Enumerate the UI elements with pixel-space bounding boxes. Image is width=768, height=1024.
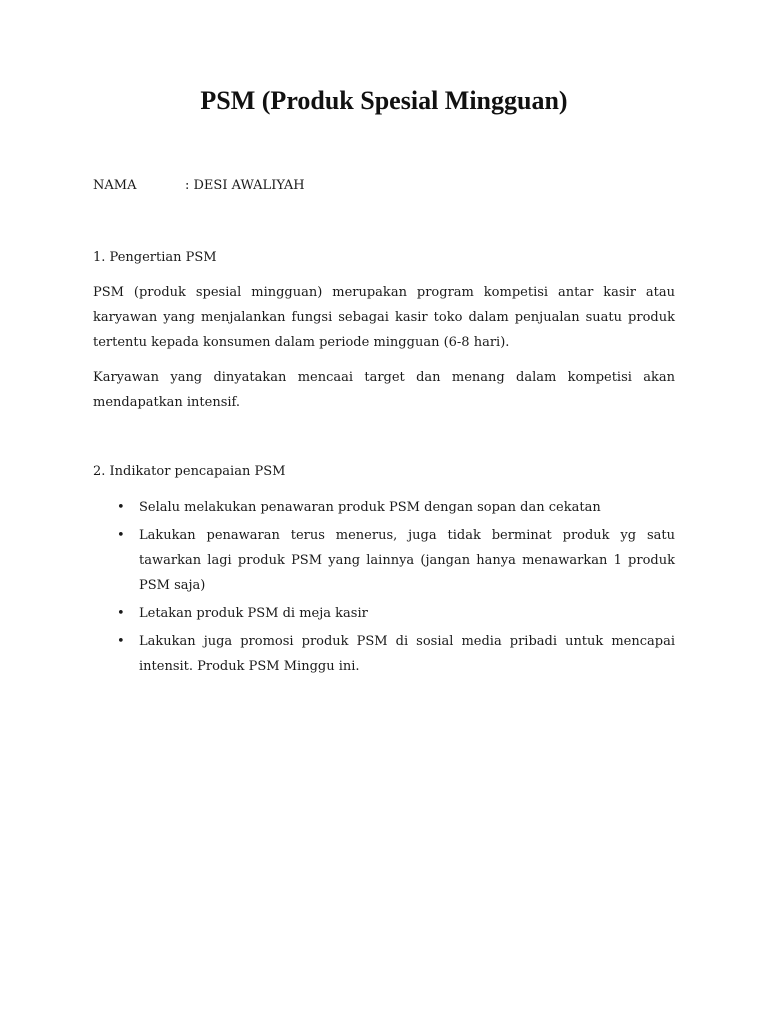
list-item-text: Letakan produk PSM di meja kasir	[139, 606, 368, 621]
list-item	[113, 523, 675, 598]
list-item-text: Lakukan penawaran terus menerus, juga tidak berminat produk yg satu tawarkan lagi produk PSM yang lainnya (jangan hanya menawarkan 1 produk PSM saja)	[139, 528, 675, 593]
section-1-paragraph-1-block	[93, 280, 675, 355]
section-1-paragraph-2-block	[93, 365, 675, 415]
bullet-icon: •	[117, 500, 125, 515]
section-1	[93, 245, 675, 270]
section-1-heading: 1. Pengertian PSM	[93, 250, 217, 265]
list-item	[113, 601, 675, 626]
list-item-text: Selalu melakukan penawaran produk PSM dengan sopan dan cekatan	[139, 500, 601, 515]
name-label: NAMA	[93, 178, 137, 193]
section-2-heading: 2. Indikator pencapaian PSM	[93, 464, 286, 479]
indicator-list	[113, 495, 675, 682]
list-item	[113, 629, 675, 679]
document-title: PSM (Produk Spesial Mingguan)	[200, 86, 568, 115]
section-2	[93, 459, 675, 484]
bullet-icon: •	[117, 634, 125, 649]
name-value: : DESI AWALIYAH	[185, 178, 305, 193]
section-1-paragraph-2: Karyawan yang dinyatakan mencaai target dan menang dalam kompetisi akan mendapatkan intensif.	[93, 370, 675, 410]
bullet-icon: •	[117, 528, 125, 543]
section-1-paragraph-1: PSM (produk spesial mingguan) merupakan program kompetisi antar kasir atau karyawan yang menjalankan fungsi sebagai kasir toko dalam penjualan suatu produk tertentu kepada konsumen dalam periode mingguan (6-8 hari).	[93, 285, 675, 350]
list-item-text: Lakukan juga promosi produk PSM di sosial media pribadi untuk mencapai intensit. Produk PSM Minggu ini.	[139, 634, 675, 674]
bullet-icon: •	[117, 606, 125, 621]
list-item	[113, 495, 675, 520]
